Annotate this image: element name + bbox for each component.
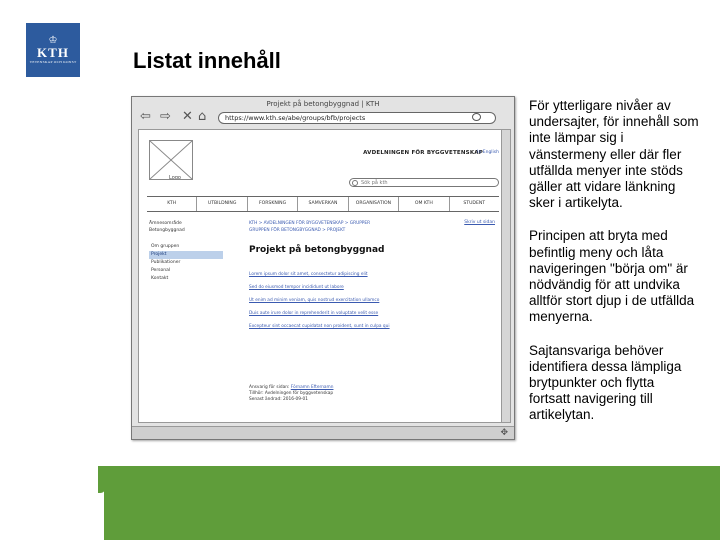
nav-item-om-kth[interactable]: OM KTH (399, 197, 449, 211)
left-menu-group[interactable]: Betongbyggnad (149, 228, 185, 233)
nav-item-forskning[interactable]: FORSKNING (248, 197, 298, 211)
resize-handle-icon[interactable]: ✥ (500, 428, 508, 438)
print-link[interactable]: Skriv ut sidan (464, 220, 495, 225)
page-footer (249, 385, 379, 403)
breadcrumb-line-2[interactable]: GRUPPEN FÖR BETONGBYGGNAD > PROJEKT (249, 228, 346, 233)
logo-label: Logo (169, 175, 181, 180)
search-placeholder: Sök på kth (361, 180, 388, 186)
footer-band (104, 466, 720, 540)
forward-arrow-icon[interactable]: ⇨ (160, 109, 171, 124)
breadcrumb (249, 220, 449, 234)
left-menu-item-projekt[interactable]: Projekt (149, 251, 223, 259)
browser-mockup (131, 96, 515, 440)
left-menu (149, 220, 223, 283)
left-menu-item-personal[interactable]: Personal (151, 268, 171, 273)
department-title: AVDELNINGEN FÖR BYGGVETENSKAP (363, 150, 483, 156)
nav-item-utbildning[interactable]: UTBILDNING (197, 197, 247, 211)
language-link[interactable]: In English (477, 150, 499, 155)
left-menu-parent[interactable]: Ämnesområde (149, 221, 182, 226)
home-icon[interactable]: ⌂ (198, 109, 207, 124)
search-input[interactable] (349, 178, 499, 187)
nav-item-student[interactable]: STUDENT (463, 201, 486, 206)
list-item[interactable]: Lorem ipsum dolor sit amet, consectetur adipiscing elit (249, 272, 368, 277)
crown-icon: ♔ (48, 34, 58, 46)
top-navigation (147, 196, 499, 212)
logo-subtext: VETENSKAP OCH KONST (29, 59, 77, 64)
footer-link[interactable]: Förnamn Efternamn (290, 385, 334, 390)
status-bar (132, 426, 514, 439)
list-item[interactable]: Sed do eiusmod tempor incididunt ut labore (249, 285, 344, 290)
search-icon (352, 180, 358, 186)
logo-text: KTH (37, 44, 69, 60)
image-placeholder (149, 140, 193, 180)
search-icon[interactable] (472, 113, 481, 121)
left-menu-item-om-gruppen[interactable]: Om gruppen (151, 244, 180, 249)
footer-label: Ansvarig för sidan: (249, 385, 290, 390)
kth-logo (26, 23, 80, 77)
paragraph-3: Sajtansvariga behöver identifiera dessa lämpliga brytpunkter och flytta fortsatt navigering till artikelytan. (529, 342, 682, 423)
window-title: Projekt på betongbyggnad | KTH (266, 100, 380, 108)
paragraph-2: Principen att bryta med befintlig meny och låta navigeringen "börja om" är nödvändig för att undvika alltför stort djup i de utfällda menyerna. (529, 228, 695, 325)
paragraph-1: För ytterligare nivåer av undersajter, för innehåll som inte lämpar sig i vänstermeny eller där fler utfällda menyer inte stöds gäller att vidare länkning sker i artikelyta. (529, 98, 699, 211)
close-icon[interactable]: ✕ (182, 109, 193, 124)
url-bar[interactable]: https://www.kth.se/abe/groups/bfb/projects (218, 112, 496, 124)
footer-line-3: Senast ändrad: 2016-09-01 (249, 397, 309, 402)
breadcrumb-line-1[interactable]: KTH > AVDELNINGEN FÖR BYGGVETENSKAP > GRUPPER (249, 221, 371, 226)
slide-title: Listat innehåll (133, 48, 281, 73)
nav-item-samverkan[interactable]: SAMVERKAN (298, 197, 348, 211)
nav-item-organisation[interactable]: ORGANISATION (349, 197, 399, 211)
list-item[interactable]: Excepteur sint occaecat cupidatat non proident, sunt in culpa qui (249, 324, 390, 329)
left-menu-item-kontakt[interactable]: Kontakt (151, 276, 169, 281)
list-item[interactable]: Ut enim ad minim veniam, quis nostrud exercitation ullamco (249, 298, 380, 303)
left-menu-item-publikationer[interactable]: Publikationer (151, 260, 181, 265)
back-arrow-icon[interactable]: ⇦ (140, 109, 151, 124)
project-link-list (249, 268, 419, 333)
web-page (138, 129, 502, 423)
scrollbar[interactable] (501, 129, 511, 423)
nav-item-kth[interactable]: KTH (147, 197, 197, 211)
footer-line-2: Tillhör: Avdelningen för byggvetenskap (249, 391, 334, 396)
explanation-text (529, 98, 699, 441)
page-heading: Projekt på betongbyggnad (249, 245, 385, 255)
list-item[interactable]: Duis aute irure dolor in reprehenderit in voluptate velit esse (249, 311, 379, 316)
